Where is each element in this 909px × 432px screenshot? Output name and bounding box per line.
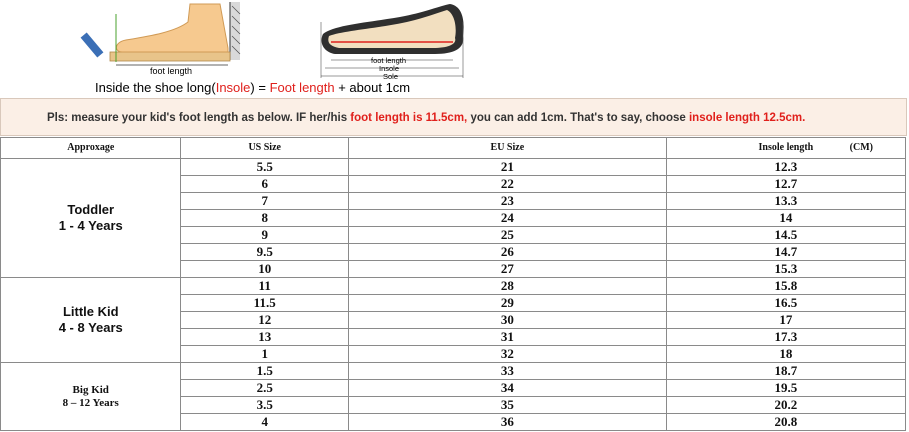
eu-size-cell: 29: [348, 295, 666, 312]
us-size-cell: 1.5: [181, 363, 348, 380]
us-size-cell: 4: [181, 414, 348, 431]
age-group-range: 1 - 4 Years: [58, 218, 123, 233]
table-header-row: [1, 138, 906, 159]
insole-length-cell: 12.3: [666, 159, 905, 176]
insole-length-cell: 18: [666, 346, 905, 363]
foot-length-label: foot length: [150, 66, 193, 76]
us-size-cell: 12: [181, 312, 348, 329]
insole-length-cell: 13.3: [666, 193, 905, 210]
caption-foot-length: Foot length: [269, 80, 335, 95]
eu-size-cell: 21: [348, 159, 666, 176]
us-size-cell: 9.5: [181, 244, 348, 261]
table-row: [1, 159, 906, 176]
foot-shape: [116, 4, 228, 52]
diagram-label-insole: Insole: [379, 64, 400, 73]
insole-length-cell: 17: [666, 312, 905, 329]
us-size-cell: 2.5: [181, 380, 348, 397]
caption-part: + about 1cm: [334, 80, 411, 95]
diagram-label-sole: Sole: [383, 72, 399, 81]
insole-length-cell: 14.5: [666, 227, 905, 244]
us-size-cell: 9: [181, 227, 348, 244]
age-group-range: 8 – 12 Years: [62, 396, 119, 409]
age-group-name: Toddler: [67, 202, 115, 217]
eu-size-cell: 31: [348, 329, 666, 346]
us-size-cell: 13: [181, 329, 348, 346]
measurement-notice: [0, 98, 907, 136]
eu-size-cell: 24: [348, 210, 666, 227]
insole-length-cell: 18.7: [666, 363, 905, 380]
insole-length-cell: 20.2: [666, 397, 905, 414]
diagram-label-foot-length: foot length: [371, 56, 407, 65]
shoe-insole-diagram: [315, 2, 475, 84]
insole-length-cell: 12.7: [666, 176, 905, 193]
eu-size-cell: 34: [348, 380, 666, 397]
caption-insole: Insole: [215, 80, 251, 95]
table-row: [1, 278, 906, 295]
age-group-name: Little Kid: [62, 304, 119, 319]
us-size-cell: 11.5: [181, 295, 348, 312]
eu-size-cell: 35: [348, 397, 666, 414]
insole-length-cell: 20.8: [666, 414, 905, 431]
notice-highlight: insole length 12.5cm.: [688, 112, 806, 124]
us-size-cell: 8: [181, 210, 348, 227]
insole-length-cell: 15.8: [666, 278, 905, 295]
us-size-cell: 10: [181, 261, 348, 278]
header-approx: Approxage: [1, 138, 181, 159]
age-group-name: Big Kid: [72, 383, 109, 396]
eu-size-cell: 36: [348, 414, 666, 431]
measurement-illustration-area: [0, 0, 909, 96]
notice-highlight: foot length is 11.5cm,: [350, 112, 468, 124]
eu-size-cell: 32: [348, 346, 666, 363]
header-us-size: US Size: [181, 138, 348, 159]
eu-size-cell: 30: [348, 312, 666, 329]
eu-size-cell: 23: [348, 193, 666, 210]
age-group-cell: [1, 278, 181, 363]
us-size-cell: 11: [181, 278, 348, 295]
caption-part: ) =: [250, 80, 270, 95]
insole-length-cell: 15.3: [666, 261, 905, 278]
age-group-cell: [1, 363, 181, 431]
age-group-range: 4 - 8 Years: [58, 320, 123, 335]
pen-shape: [81, 32, 104, 57]
insole-length-cell: 17.3: [666, 329, 905, 346]
eu-size-cell: 22: [348, 176, 666, 193]
eu-size-cell: 33: [348, 363, 666, 380]
age-group-cell: [1, 159, 181, 278]
insole-length-cell: 16.5: [666, 295, 905, 312]
us-size-cell: 7: [181, 193, 348, 210]
insole-length-cell: 14.7: [666, 244, 905, 261]
table-row: [1, 363, 906, 380]
eu-size-cell: 27: [348, 261, 666, 278]
header-eu-size: EU Size: [348, 138, 666, 159]
us-size-cell: 6: [181, 176, 348, 193]
foot-measuring-diagram: [80, 2, 250, 76]
insole-length-cell: 19.5: [666, 380, 905, 397]
sizing-formula-caption: [95, 80, 410, 95]
wall-shape: [230, 2, 240, 60]
us-size-cell: 1: [181, 346, 348, 363]
notice-text: you can add 1cm. That's to say, choose: [467, 112, 689, 124]
eu-size-cell: 26: [348, 244, 666, 261]
header-insole-length: [666, 138, 905, 159]
insole-length-cell: 14: [666, 210, 905, 227]
eu-size-cell: 28: [348, 278, 666, 295]
notice-text: Pls: measure your kid's foot length as below. IF her/his: [47, 112, 351, 124]
caption-part: Inside the shoe long(: [95, 80, 216, 95]
eu-size-cell: 25: [348, 227, 666, 244]
ruler-shape: [110, 52, 230, 61]
header-insole-label: Insole length: [758, 142, 814, 153]
us-size-cell: 5.5: [181, 159, 348, 176]
size-chart-table: [0, 137, 906, 431]
header-unit: (CM): [849, 142, 873, 153]
us-size-cell: 3.5: [181, 397, 348, 414]
